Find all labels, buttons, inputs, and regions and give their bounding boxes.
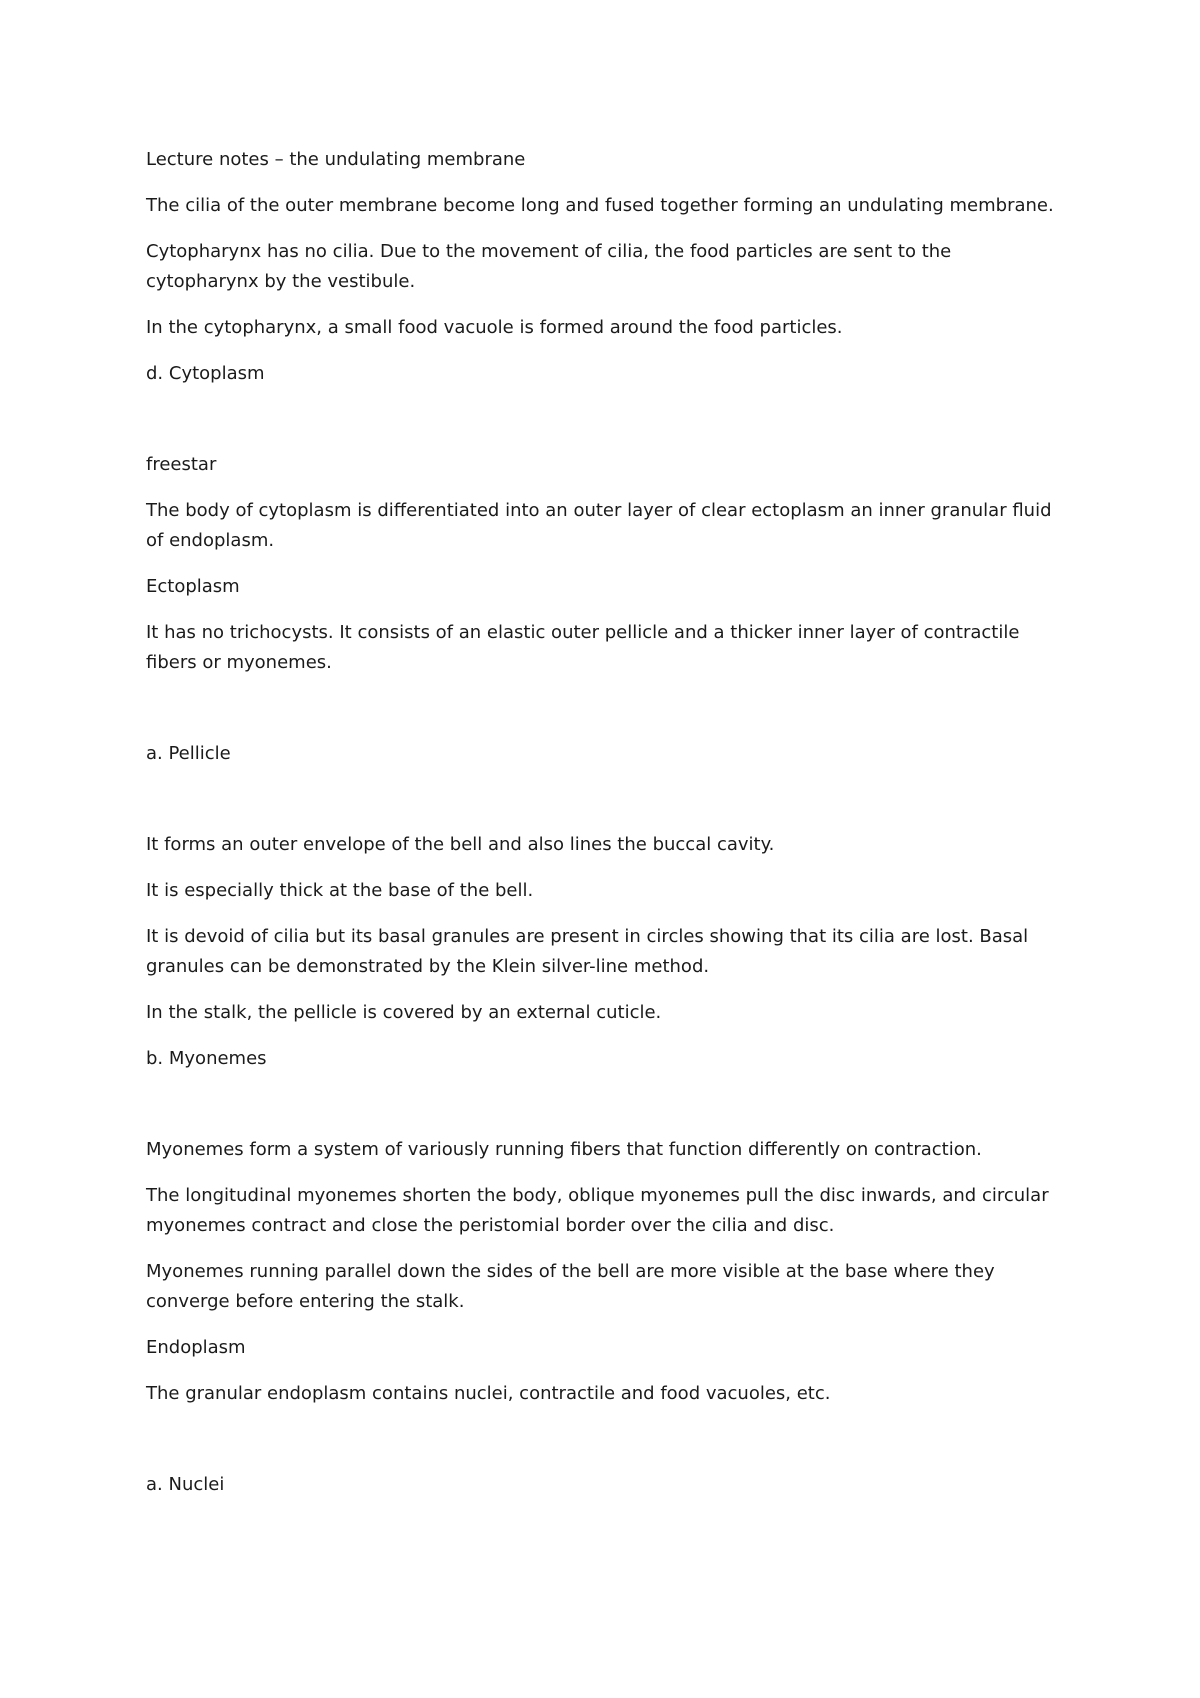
document-title: Lecture notes – the undulating membrane [146, 149, 526, 170]
section-heading: Endoplasm [146, 1337, 246, 1358]
paragraph-line: It is especially thick at the base of the bell. [146, 880, 534, 901]
section-heading: d. Cytoplasm [146, 363, 265, 384]
paragraph-line: The longitudinal myonemes shorten the body, oblique myonemes pull the disc inwards, and circular [146, 1185, 1049, 1206]
paragraph-line: Cytopharynx has no cilia. Due to the movement of cilia, the food particles are sent to the [146, 241, 952, 262]
paragraph-line: freestar [146, 454, 217, 475]
paragraph-line: of endoplasm. [146, 530, 275, 551]
paragraph-line: myonemes contract and close the peristomial border over the cilia and disc. [146, 1215, 835, 1236]
paragraph-line: converge before entering the stalk. [146, 1291, 465, 1312]
paragraph-line: cytopharynx by the vestibule. [146, 271, 416, 292]
paragraph-line: fibers or myonemes. [146, 652, 332, 673]
paragraph-line: It has no trichocysts. It consists of an elastic outer pellicle and a thicker inner layer of contractile [146, 622, 1020, 643]
paragraph-line: Myonemes running parallel down the sides of the bell are more visible at the base where they [146, 1261, 995, 1282]
section-heading: b. Myonemes [146, 1048, 267, 1069]
paragraph-line: The body of cytoplasm is differentiated into an outer layer of clear ectoplasm an inner granular fluid [146, 500, 1052, 521]
paragraph-line: In the stalk, the pellicle is covered by an external cuticle. [146, 1002, 662, 1023]
section-heading: Ectoplasm [146, 576, 240, 597]
paragraph-line: It forms an outer envelope of the bell and also lines the buccal cavity. [146, 834, 775, 855]
paragraph-line: Myonemes form a system of variously running fibers that function differently on contraction. [146, 1139, 982, 1160]
paragraph-line: granules can be demonstrated by the Klein silver-line method. [146, 956, 710, 977]
section-heading: a. Pellicle [146, 743, 231, 764]
paragraph-line: The cilia of the outer membrane become long and fused together forming an undulating membrane. [146, 195, 1054, 216]
paragraph-line: It is devoid of cilia but its basal granules are present in circles showing that its cilia are lost. Basal [146, 926, 1029, 947]
paragraph-line: The granular endoplasm contains nuclei, contractile and food vacuoles, etc. [146, 1383, 831, 1404]
section-heading: a. Nuclei [146, 1474, 225, 1495]
paragraph-line: In the cytopharynx, a small food vacuole is formed around the food particles. [146, 317, 843, 338]
